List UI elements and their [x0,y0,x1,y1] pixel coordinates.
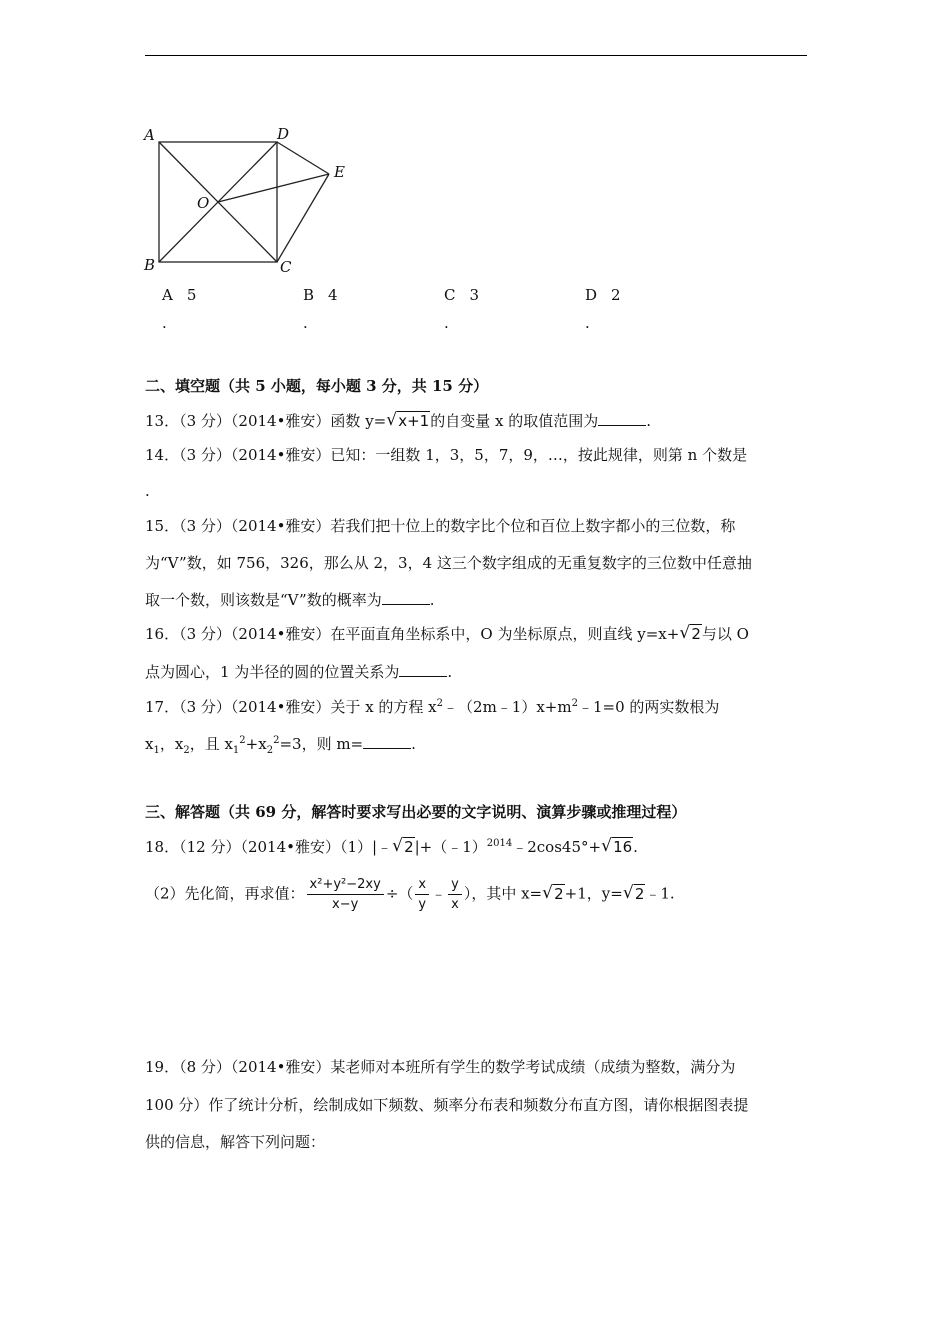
label-a: A [144,126,155,144]
question-14-cont: . [145,482,150,500]
fraction-main: $\frac{\text{x²+y²−2xy}}{x-y}$ [307,877,384,912]
question-13: 13．（3 分）（2014•雅安）函数 y= √ x+1的自变量 x 的取值范围为 . [145,410,652,430]
geometry-figure [140,122,360,277]
option-c: C 3 . [444,286,480,332]
section2-heading: 二、填空题（共 5 小题，每小题 3 分，共 15 分） [145,377,489,395]
question-15-line1: 15．（3 分）（2014•雅安）若我们把十位上的数字比个位和百位上数字都小的三位数，称 [145,517,736,535]
label-e: E [334,163,345,181]
question-15-line2: 为“V”数，如 756，326，那么从 2，3，4 这三个数字组成的无重复数字的三位数中任意抽 [145,554,752,572]
section3-heading: 三、解答题（共 69 分，解答时要求写出必要的文字说明、演算步骤或推理过程） [145,803,687,821]
question-18-part1: 18．（12 分）（2014•雅安）（1）|﹣ √ 2|+（﹣1）$^{2014}$﹣2cos45°+ √ 16. [145,836,638,856]
segment-ce [277,174,329,262]
question-16-line2: 点为圆心，1 为半径的圆的位置关系为 . [145,663,453,681]
question-17-line1: 17．（3 分）（2014•雅安）关于 x 的方程 $x^2﹣(2m﹣1)x+m^2﹣1=0$ 的两实数根为 [145,698,720,716]
question-14: 14．（3 分）（2014•雅安）已知：一组数 1，3，5，7，9，…，按此规律，则第 n 个数是 [145,446,748,464]
fraction-x-over-y: $\frac{x}{y}$ [415,877,429,912]
answer-blank-15 [382,591,430,605]
top-rule [145,55,807,56]
label-o: O [197,194,210,212]
answer-blank-17 [363,735,411,749]
segment-oe [218,174,329,202]
fraction-y-over-x: $\frac{y}{x}$ [448,877,462,912]
segment-de [277,142,329,174]
question-17-line2: $x_1$，$x_2$，且 $x_1^2+x_2^2=3$，则 m= . [145,735,416,756]
option-a: A 5 . [162,286,197,332]
sqrt-x-plus-1: √ x+1 [386,410,430,430]
label-c: C [280,258,292,276]
option-b: B 4 . [303,286,338,332]
label-b: B [144,256,156,274]
label-d: D [277,125,290,143]
question-16-line1: 16．（3 分）（2014•雅安）在平面直角坐标系中，O 为坐标原点，则直线 y=x+ √ 2与以 O [145,623,749,643]
option-d: D 2 . [585,286,621,332]
question-15-line3: 取一个数，则该数是“V”数的概率为 . [145,591,435,609]
question-19-line2: 100 分）作了统计分析，绘制成如下频数、频率分布表和频数分布直方图，请你根据图表提 [145,1096,749,1114]
answer-blank-16 [399,663,447,677]
question-19-line1: 19．（8 分）（2014•雅安）某老师对本班所有学生的数学考试成绩（成绩为整数，满分为 [145,1058,736,1076]
question-19-line3: 供的信息，解答下列问题： [145,1133,326,1151]
question-18-part2: （2）先化简，再求值： $\frac{\text{x²+y²−2xy}}{x-y}$ ÷（ $\frac{x}{y}$ ﹣ $\frac{y}{x}$ ），其中 x= √ 2+1，y= √ 2﹣1. [145,877,675,912]
sqrt-2: √ 2 [679,623,701,643]
answer-blank-13 [598,412,646,426]
